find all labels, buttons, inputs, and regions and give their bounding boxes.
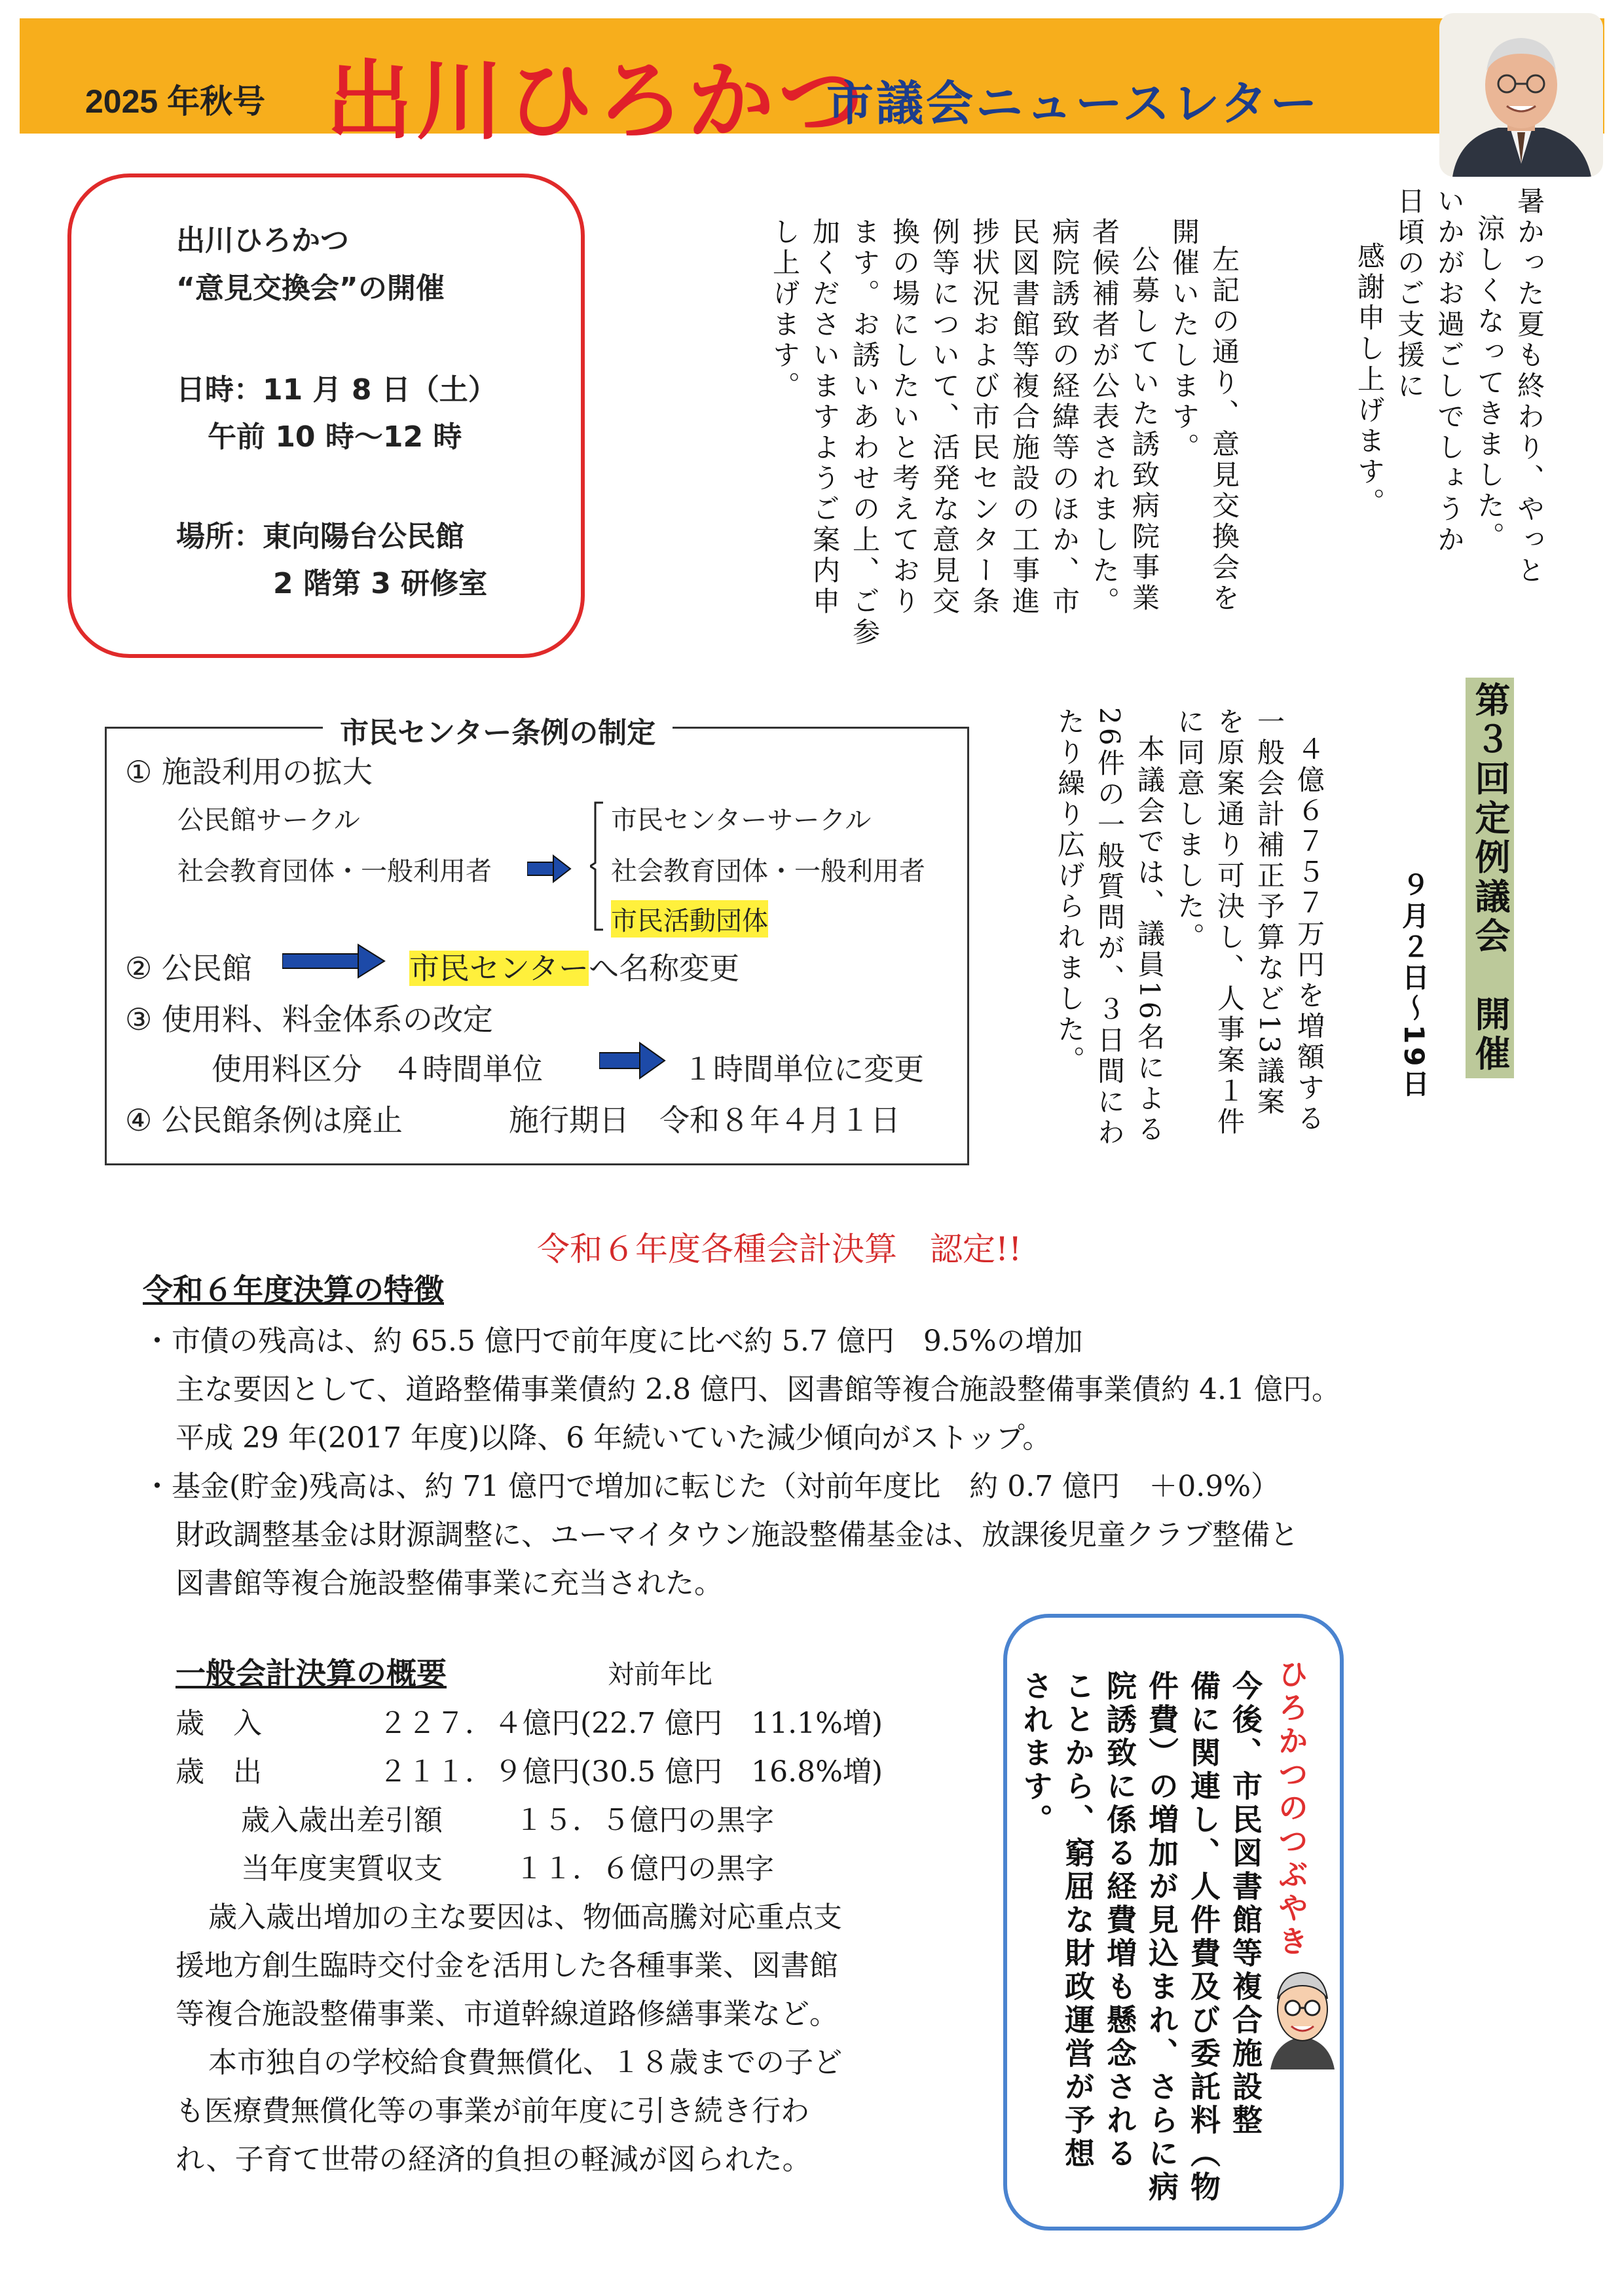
ordinance-title: 市民センター条例の制定 [323,709,673,751]
ordinance-new-name: 市民センター [409,951,589,986]
general-paragraph-line: も医療費無償化等の事業が前年度に引き続き行わ [175,2094,809,2128]
general-paragraph-line: 歳入歳出増加の主な要因は、物価高騰対応重点支 [208,1901,842,1934]
caricature-icon [1266,1958,1338,2069]
general-account-heading: 一般会計決算の概要 [175,1656,447,1691]
newsletter-name: 出川ひろかつ [326,51,868,152]
event-organizer: 出川ひろかつ [176,224,349,257]
arrow-icon [527,854,572,883]
session-line: 本議会では、議員16名による [1134,735,1166,1146]
ordinance-from-circle: 公民館サークル [177,805,360,835]
general-paragraph-line: 本市独自の学校給食費無償化、１８歳までの子ど [208,2046,842,2079]
announcement-line: 換の場にしたいと考えており [889,217,921,617]
features-line: 財政調整基金は財源調整に、ユーマイタウン施設整備基金は、放課後児童クラブ整備と [175,1518,1299,1552]
features-line: ・基金(貯金)残高は、約 71 億円で増加に転じた（対前年度比 約 0.7 億円 ＋0.9%） [143,1470,1280,1503]
event-title: “意見交換会”の開催 [176,272,445,305]
features-heading: 令和６年度決算の特徴 [143,1272,444,1307]
tsubuyaki-line: ことから、窮屈な財政運営が予想 [1060,1670,1096,2171]
tsubuyaki-body [1015,1670,1266,2204]
settlement-title: 令和６年度各種会計決算 認定!! [537,1230,1022,1268]
arrow-icon [599,1042,667,1080]
event-room: 2 階第 3 研修室 [273,567,488,600]
announcement-line: 左記の通り、意見交換会を [1208,245,1240,614]
balance-value: １５．５億円の黒字 [515,1804,774,1837]
revenue-value: ２２７．４億円(22.7 億円 11.1%増) [378,1707,883,1740]
expenditure-value: ２１１．９億円(30.5 億円 16.8%増) [378,1755,883,1789]
yoy-label: 対前年比 [608,1660,712,1690]
session-dates: ９月２日～19日 [1398,871,1430,1101]
session-title: 第３回定例議会 開催 [1466,678,1514,1078]
ordinance-to-groups: 社会教育団体・一般利用者 [611,856,925,886]
event-place: 場所：東向陽台公民館 [176,520,464,553]
portrait-image [1439,13,1603,177]
greeting-line: 涼しくなってきました。 [1473,214,1505,553]
announcement-line: 加くださいますようご案内申 [809,217,841,617]
general-paragraph-line: 援地方創生臨時交付金を活用した各種事業、図書館 [175,1949,838,1982]
tsubuyaki-line: 件費）の増加が見込まれ、さらに病 [1144,1670,1179,2204]
ordinance-item-2: ② 公民館 [125,951,252,986]
ordinance-to-circle: 市民センターサークル [611,805,872,835]
announcement-line: 公募していた誘致病院事業 [1128,245,1160,614]
author-portrait [1439,13,1603,177]
session-line: に同意しました。 [1173,707,1206,953]
greeting-line: 暑かった夏も終わり、やっと [1513,187,1545,587]
revenue-label: 歳 入 [175,1707,262,1740]
expenditure-label: 歳 出 [175,1755,262,1789]
announcement-line: し上げます。 [769,217,801,402]
event-date: 日時：11 月 8 日（土） [176,373,497,407]
announcement-line: 開催いたします。 [1168,217,1200,464]
general-paragraph-line: 等複合施設整備事業、市道幹線道路修繕事業など。 [175,1997,838,2031]
announcement-line: 捗状況および市民センター条 [969,217,1001,617]
announcement-line: 例等について、活発な意見交 [929,217,961,617]
features-line: 主な要因として、道路整備事業債約 2.8 億円、図書館等複合施設整備事業債約 4.1 億円。 [175,1373,1341,1406]
ordinance-box [105,716,969,1165]
event-box [67,173,585,658]
tsubuyaki-line: 今後、市民図書館等複合施設整 [1228,1670,1263,2138]
session-line: 一般会計補正予算など13議案 [1253,707,1285,1118]
features-line: 図書館等複合施設整備事業に充当された。 [175,1567,723,1600]
session-body [1050,707,1329,1178]
tsubuyaki-line: 備に関連し、人件費及び委託料（物 [1186,1670,1221,2204]
greeting-text [1350,187,1549,645]
greeting-line: いかがお過ごしでしょうか [1433,187,1466,556]
ordinance-effective-date: 施行期日 令和８年４月１日 [509,1102,900,1138]
balance-label: 歳入歳出差引額 [241,1804,443,1837]
tsubuyaki-box [1003,1614,1344,2231]
real-balance-label: 当年度実質収支 [241,1852,443,1886]
general-paragraph-line: れ、子育て世帯の経済的負担の軽減が図られた。 [175,2143,811,2176]
session-line: を原案通り可決し、人事案１件 [1213,707,1246,1138]
session-line: ４億６７５７万円を増額する [1293,735,1325,1135]
session-line: たり繰り広げられました。 [1054,707,1086,1076]
features-line: 平成 29 年(2017 年度)以降、6 年続いていた減少傾向がストップ。 [175,1421,1052,1455]
tsubuyaki-line: されます。 [1018,1670,1054,1837]
announcement-line: 民図書館等複合施設の工事進 [1008,217,1041,617]
session-line: 26件の一般質問が、３日間にわ [1094,707,1126,1149]
greeting-line: 感謝申し上げます。 [1354,242,1386,519]
ordinance-from-groups: 社会教育団体・一般利用者 [177,856,492,886]
event-time: 午前 10 時～12 時 [208,420,462,454]
features-line: ・市債の残高は、約 65.5 億円で前年度に比べ約 5.7 億円 9.5%の増加 [143,1324,1083,1358]
announcement-line: 病院誘致の経緯等のほか、市 [1048,217,1080,617]
newsletter-label: 市議会ニュースレター [826,76,1320,131]
announcement-line: 者候補者が公表されました。 [1088,217,1120,617]
event-announcement [765,217,1244,676]
ordinance-fee-from: 使用料区分 ４時間単位 [212,1051,543,1087]
announcement-line: ます。お誘いあわせの上、ご参 [849,217,881,648]
ordinance-rename-suffix: へ名称変更 [589,951,740,986]
ordinance-fee-to: １時間単位に変更 [683,1051,924,1087]
ordinance-to-activity: 市民活動団体 [611,900,768,938]
ordinance-item-4: ④ 公民館条例は廃止 [125,1102,403,1138]
issue-label: 2025 年秋号 [85,83,266,120]
greeting-line: 日頃のご支援に [1393,187,1426,402]
bracket-icon [590,801,604,932]
ordinance-item-3: ③ 使用料、料金体系の改定 [125,1002,493,1037]
real-balance-value: １１．６億円の黒字 [515,1852,774,1886]
tsubuyaki-title: ひろかつのつぶやき [1274,1658,1309,1959]
ordinance-item-1: ① 施設利用の拡大 [125,754,373,790]
tsubuyaki-line: 院誘致に係る経費増も懸念される [1102,1670,1137,2171]
arrow-icon [282,943,387,979]
